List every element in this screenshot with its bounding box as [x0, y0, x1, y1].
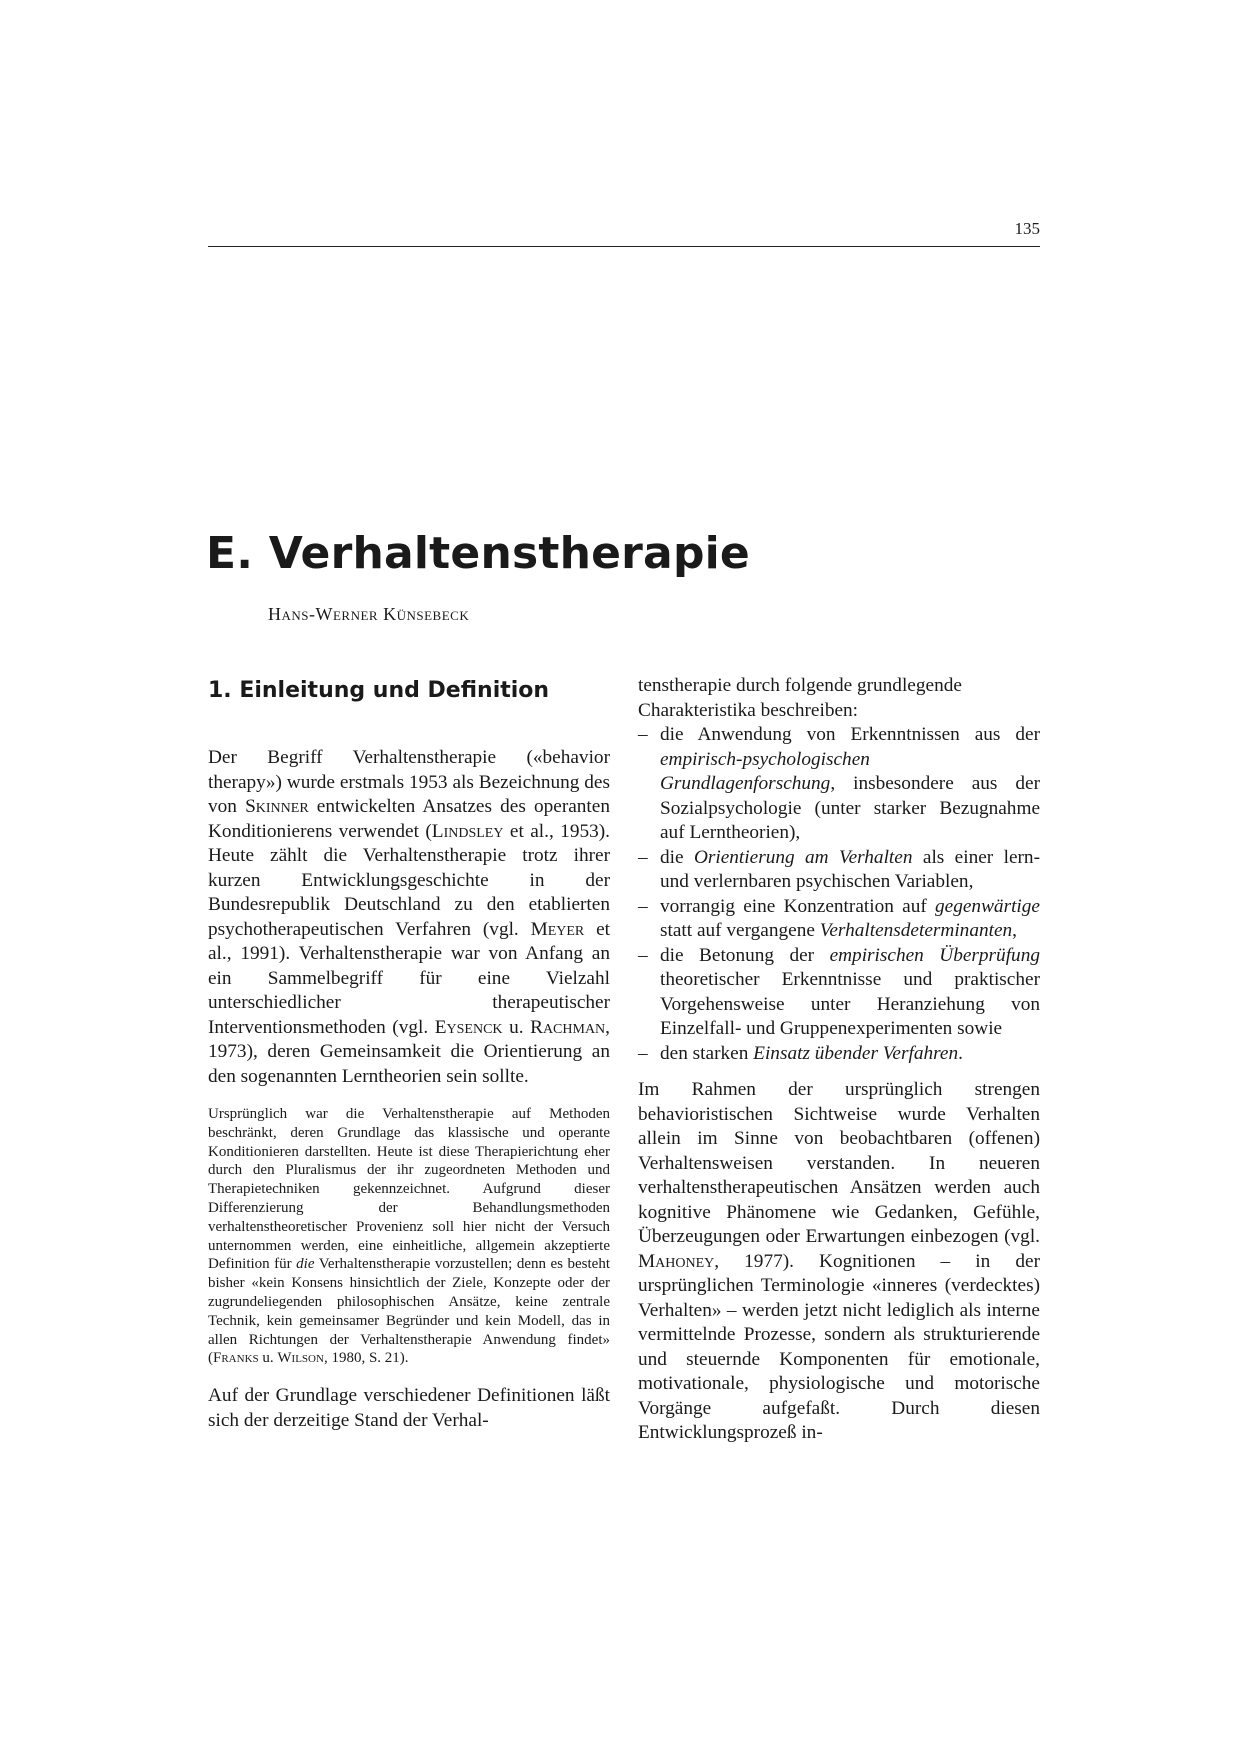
right-column — [638, 674, 1040, 1446]
characteristics-list — [638, 723, 1040, 1066]
list-item-text: vorrangig eine Konzentration auf gegenwärtige statt auf vergangene Verhaltensdeterminanten, — [660, 895, 1040, 941]
dash-marker: – — [638, 846, 648, 868]
list-item — [638, 895, 1040, 944]
list-item — [638, 846, 1040, 895]
intro-paragraph: Der Begriff Verhaltenstherapie («behavior therapy») wurde erstmals 1953 als Bezeichnung des von Skinner entwickelten Ansatzes des operanten Konditionierens verwendet (Lindsley et al., 1953). Heute zählt die Verhaltenstherapie trotz ihrer kurzen Entwicklungsgeschichte in der Bundesrepublik Deutschland zu den etablierten psychotherapeutischen Verfahren (vgl. Meyer et al., 1991). Verhaltenstherapie war von Anfang an ein Sammelbegriff für eine Vielzahl unterschiedlicher therapeutischer Interventionsmethoden (vgl. Eysenck u. Rachman, 1973), deren Gemeinsamkeit die Orientierung an den sogenannten Lerntheorien sein sollte. — [208, 747, 610, 1087]
dash-marker: – — [638, 724, 648, 745]
list-item — [638, 1042, 1040, 1067]
list-item-text: die Orientierung am Verhalten als einer lern- und verlernbaren psychischen Variablen, — [660, 846, 1040, 892]
quote-paragraph: Ursprünglich war die Verhaltenstherapie auf Methoden beschränkt, deren Grundlage das klassische und operante Konditionieren darstellten. Heute ist diese Therapierichtung eher durch den Pluralismus der ihr zugeordneten Methoden und Therapietechniken gekennzeichnet. Aufgrund dieser Differenzierung der Behandlungsmethoden verhaltenstheoretischer Provenienz soll hier nicht der Versuch unternommen werden, eine einheitliche, allgemein akzeptierte Definition für die Verhaltenstherapie vorzustellen; denn es besteht bisher «kein Konsens hinsichtlich der Ziele, Konzepte oder der zugrundeliegenden philosophischen Ansätze, keine zentrale Technik, kein gemeinsamer Begründer und kein Modell, das in allen Richtungen der Verhaltenstherapie Anwendung findet» (Franks u. Wilson, 1980, S. 21). — [208, 1106, 610, 1367]
closing-paragraph: Auf der Grundlage verschiedener Definitionen läßt sich der derzeitige Stand der Verhal- — [208, 1385, 610, 1431]
section-heading: 1. Einleitung und Definition — [208, 678, 550, 703]
left-column — [208, 674, 610, 1433]
paragraph-cognitive-development: Im Rahmen der ursprünglich strengen behavioristischen Sichtweise wurde Verhalten allein im Sinne von beobachtbaren (offenen) Verhaltensweisen verstanden. In neueren verhaltenstherapeutischen Ansätzen werden auch kognitive Phänomene wie Gedanken, Gefühle, Überzeugungen oder Erwartungen einbezogen (vgl. Mahoney, 1977). Kognitionen – in der ursprünglichen Terminologie «inneres (verdecktes) Verhalten» – werden jetzt nicht lediglich als interne vermittelnde Prozesse, sondern als strukturierende und steuernde Komponenten für emotionale, motivationale, physiologische und motorische Vorgänge aufgefaßt. Durch diesen Entwicklungsprozeß in- — [638, 1079, 1040, 1443]
dash-marker: – — [638, 944, 648, 966]
list-item-text: den starken Einsatz übender Verfahren. — [660, 1042, 963, 1064]
list-item — [638, 723, 1040, 846]
page-number: 135 — [1014, 219, 1040, 238]
chapter-title: E. Verhaltenstherapie — [206, 528, 750, 579]
dash-marker: – — [638, 1042, 648, 1064]
list-item-text: die Anwendung von Erkenntnissen aus der empirisch-psychologischen Grundlagenforschung, insbesondere aus der Sozialpsychologie (unter starker Bezugnahme auf Lerntheorien), — [660, 724, 1040, 843]
lead-in-paragraph: tenstherapie durch folgende grundlegende Charakteristika beschreiben: — [638, 675, 962, 721]
author-name: Hans-Werner Künsebeck — [268, 604, 470, 624]
header-rule — [208, 246, 1040, 247]
list-item-text: die Betonung der empirischen Überprüfung theoretischer Erkenntnisse und praktischer Vorgehensweise unter Heranziehung von Einzelfall- und Gruppenexperimenten sowie — [660, 944, 1040, 1039]
list-item — [638, 944, 1040, 1042]
dash-marker: – — [638, 895, 648, 917]
